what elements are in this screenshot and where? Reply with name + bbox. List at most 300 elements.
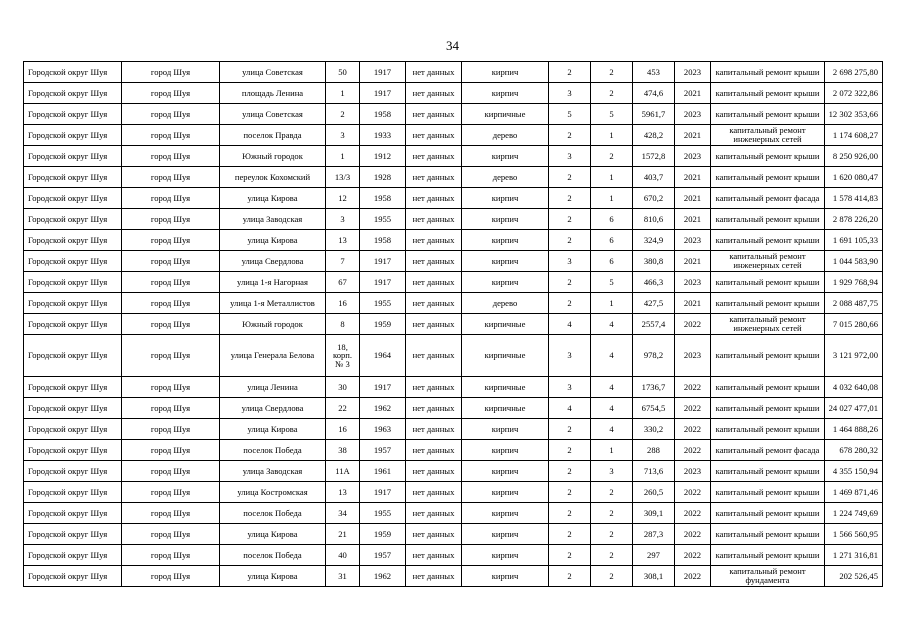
cell-entrances: 1 [591, 125, 633, 146]
cell-year: 1917 [360, 62, 406, 83]
cell-year: 1957 [360, 545, 406, 566]
cell-city: город Шуя [122, 104, 220, 125]
cell-street: улица Заводская [220, 209, 326, 230]
cell-nodata: нет данных [406, 503, 462, 524]
table-row [24, 230, 883, 251]
cell-city: город Шуя [122, 503, 220, 524]
cell-year: 1958 [360, 230, 406, 251]
cell-work: капитальный ремонт крыши [711, 482, 825, 503]
cell-cost: 2 088 487,75 [825, 293, 883, 314]
cell-material: кирпич [462, 83, 549, 104]
cell-entrances: 4 [591, 377, 633, 398]
cell-year: 1955 [360, 503, 406, 524]
table-row [24, 251, 883, 272]
cell-work: капитальный ремонт инженерных сетей [711, 314, 825, 335]
cell-floors: 2 [549, 188, 591, 209]
cell-nodata: нет данных [406, 272, 462, 293]
table-row [24, 209, 883, 230]
table-row [24, 272, 883, 293]
cell-work: капитальный ремонт инженерных сетей [711, 125, 825, 146]
cell-area: 474,6 [633, 83, 675, 104]
cell-work: капитальный ремонт крыши [711, 83, 825, 104]
cell-year: 1928 [360, 167, 406, 188]
cell-floors: 3 [549, 83, 591, 104]
table-row [24, 188, 883, 209]
cell-year: 1962 [360, 398, 406, 419]
cell-nodata: нет данных [406, 524, 462, 545]
cell-okrug: Городской округ Шуя [24, 503, 122, 524]
cell-house: 22 [326, 398, 360, 419]
cell-house: 16 [326, 419, 360, 440]
cell-floors: 2 [549, 293, 591, 314]
cell-nodata: нет данных [406, 188, 462, 209]
cell-cost: 1 566 560,95 [825, 524, 883, 545]
cell-okrug: Городской округ Шуя [24, 230, 122, 251]
cell-entrances: 1 [591, 167, 633, 188]
cell-nodata: нет данных [406, 419, 462, 440]
cell-floors: 2 [549, 440, 591, 461]
cell-cost: 2 878 226,20 [825, 209, 883, 230]
cell-year: 1917 [360, 377, 406, 398]
cell-city: город Шуя [122, 125, 220, 146]
cell-city: город Шуя [122, 482, 220, 503]
cell-city: город Шуя [122, 293, 220, 314]
table-row [24, 104, 883, 125]
cell-house: 13 [326, 482, 360, 503]
cell-plan-year: 2021 [675, 209, 711, 230]
cell-plan-year: 2022 [675, 566, 711, 587]
cell-area: 380,8 [633, 251, 675, 272]
cell-okrug: Городской округ Шуя [24, 545, 122, 566]
cell-nodata: нет данных [406, 461, 462, 482]
cell-cost: 678 280,32 [825, 440, 883, 461]
cell-material: кирпич [462, 440, 549, 461]
cell-year: 1957 [360, 440, 406, 461]
cell-entrances: 2 [591, 524, 633, 545]
cell-house: 21 [326, 524, 360, 545]
cell-street: улица Кирова [220, 524, 326, 545]
cell-okrug: Городской округ Шуя [24, 167, 122, 188]
cell-area: 309,1 [633, 503, 675, 524]
cell-floors: 2 [549, 503, 591, 524]
cell-cost: 1 578 414,83 [825, 188, 883, 209]
cell-area: 978,2 [633, 335, 675, 377]
cell-cost: 1 224 749,69 [825, 503, 883, 524]
cell-city: город Шуя [122, 83, 220, 104]
cell-area: 427,5 [633, 293, 675, 314]
cell-area: 6754,5 [633, 398, 675, 419]
cell-material: кирпич [462, 524, 549, 545]
cell-floors: 2 [549, 230, 591, 251]
cell-city: город Шуя [122, 461, 220, 482]
cell-plan-year: 2021 [675, 83, 711, 104]
cell-cost: 8 250 926,00 [825, 146, 883, 167]
table-row [24, 545, 883, 566]
cell-house: 7 [326, 251, 360, 272]
cell-work: капитальный ремонт крыши [711, 377, 825, 398]
cell-work: капитальный ремонт крыши [711, 230, 825, 251]
table-row [24, 62, 883, 83]
cell-okrug: Городской округ Шуя [24, 251, 122, 272]
cell-city: город Шуя [122, 188, 220, 209]
cell-okrug: Городской округ Шуя [24, 62, 122, 83]
cell-house: 30 [326, 377, 360, 398]
cell-floors: 3 [549, 146, 591, 167]
cell-area: 308,1 [633, 566, 675, 587]
cell-material: кирпич [462, 545, 549, 566]
cell-area: 288 [633, 440, 675, 461]
cell-year: 1912 [360, 146, 406, 167]
cell-nodata: нет данных [406, 293, 462, 314]
cell-entrances: 1 [591, 188, 633, 209]
cell-okrug: Городской округ Шуя [24, 146, 122, 167]
cell-floors: 4 [549, 398, 591, 419]
cell-work: капитальный ремонт крыши [711, 545, 825, 566]
table-row [24, 419, 883, 440]
cell-okrug: Городской округ Шуя [24, 524, 122, 545]
cell-area: 670,2 [633, 188, 675, 209]
table-row [24, 335, 883, 377]
cell-entrances: 6 [591, 209, 633, 230]
cell-nodata: нет данных [406, 566, 462, 587]
cell-entrances: 1 [591, 440, 633, 461]
cell-entrances: 2 [591, 83, 633, 104]
table-row [24, 314, 883, 335]
cell-okrug: Городской округ Шуя [24, 293, 122, 314]
cell-cost: 7 015 280,66 [825, 314, 883, 335]
cell-cost: 202 526,45 [825, 566, 883, 587]
cell-work: капитальный ремонт крыши [711, 461, 825, 482]
cell-street: поселок Победа [220, 440, 326, 461]
cell-material: дерево [462, 293, 549, 314]
cell-city: город Шуя [122, 230, 220, 251]
cell-nodata: нет данных [406, 125, 462, 146]
cell-nodata: нет данных [406, 398, 462, 419]
cell-material: кирпичные [462, 335, 549, 377]
cell-material: дерево [462, 125, 549, 146]
cell-okrug: Городской округ Шуя [24, 83, 122, 104]
cell-year: 1958 [360, 104, 406, 125]
table-row [24, 293, 883, 314]
cell-street: Южный городок [220, 146, 326, 167]
cell-plan-year: 2021 [675, 167, 711, 188]
cell-material: кирпичные [462, 314, 549, 335]
table-row [24, 398, 883, 419]
cell-material: кирпичные [462, 398, 549, 419]
cell-plan-year: 2023 [675, 104, 711, 125]
cell-cost: 1 469 871,46 [825, 482, 883, 503]
cell-cost: 1 174 608,27 [825, 125, 883, 146]
cell-floors: 2 [549, 125, 591, 146]
cell-okrug: Городской округ Шуя [24, 335, 122, 377]
cell-street: улица Кирова [220, 230, 326, 251]
table-row [24, 566, 883, 587]
cell-area: 287,3 [633, 524, 675, 545]
cell-floors: 2 [549, 419, 591, 440]
cell-material: кирпич [462, 503, 549, 524]
cell-house: 1 [326, 83, 360, 104]
cell-house: 11А [326, 461, 360, 482]
cell-cost: 12 302 353,66 [825, 104, 883, 125]
cell-material: кирпич [462, 482, 549, 503]
cell-cost: 3 121 972,00 [825, 335, 883, 377]
cell-plan-year: 2022 [675, 419, 711, 440]
cell-work: капитальный ремонт фундамента [711, 566, 825, 587]
cell-street: поселок Правда [220, 125, 326, 146]
cell-street: улица Кирова [220, 419, 326, 440]
cell-nodata: нет данных [406, 104, 462, 125]
cell-plan-year: 2022 [675, 482, 711, 503]
cell-house: 8 [326, 314, 360, 335]
cell-entrances: 2 [591, 146, 633, 167]
cell-cost: 1 464 888,26 [825, 419, 883, 440]
cell-year: 1963 [360, 419, 406, 440]
cell-floors: 2 [549, 524, 591, 545]
cell-nodata: нет данных [406, 146, 462, 167]
cell-cost: 1 929 768,94 [825, 272, 883, 293]
cell-area: 1736,7 [633, 377, 675, 398]
cell-entrances: 3 [591, 461, 633, 482]
cell-area: 403,7 [633, 167, 675, 188]
cell-nodata: нет данных [406, 167, 462, 188]
cell-work: капитальный ремонт крыши [711, 62, 825, 83]
cell-year: 1959 [360, 314, 406, 335]
cell-plan-year: 2023 [675, 62, 711, 83]
cell-house: 13/3 [326, 167, 360, 188]
cell-work: капитальный ремонт крыши [711, 167, 825, 188]
cell-area: 713,6 [633, 461, 675, 482]
cell-work: капитальный ремонт крыши [711, 398, 825, 419]
cell-entrances: 4 [591, 419, 633, 440]
cell-cost: 1 271 316,81 [825, 545, 883, 566]
cell-street: Южный городок [220, 314, 326, 335]
cell-entrances: 4 [591, 314, 633, 335]
cell-floors: 3 [549, 251, 591, 272]
cell-material: кирпич [462, 272, 549, 293]
cell-entrances: 4 [591, 335, 633, 377]
cell-street: улица Советская [220, 62, 326, 83]
cell-plan-year: 2023 [675, 146, 711, 167]
cell-material: кирпич [462, 566, 549, 587]
cell-okrug: Городской округ Шуя [24, 209, 122, 230]
cell-entrances: 5 [591, 104, 633, 125]
cell-material: дерево [462, 167, 549, 188]
cell-city: город Шуя [122, 566, 220, 587]
cell-house: 16 [326, 293, 360, 314]
cell-work: капитальный ремонт крыши [711, 335, 825, 377]
cell-entrances: 1 [591, 293, 633, 314]
cell-nodata: нет данных [406, 251, 462, 272]
cell-nodata: нет данных [406, 314, 462, 335]
cell-floors: 4 [549, 314, 591, 335]
cell-city: город Шуя [122, 314, 220, 335]
table-row [24, 125, 883, 146]
cell-area: 260,5 [633, 482, 675, 503]
cell-plan-year: 2021 [675, 125, 711, 146]
cell-street: улица 1-я Нагорная [220, 272, 326, 293]
table-row [24, 167, 883, 188]
cell-material: кирпич [462, 188, 549, 209]
cell-entrances: 6 [591, 251, 633, 272]
cell-year: 1961 [360, 461, 406, 482]
table-row [24, 83, 883, 104]
cell-year: 1962 [360, 566, 406, 587]
cell-floors: 2 [549, 209, 591, 230]
cell-city: город Шуя [122, 440, 220, 461]
cell-work: капитальный ремонт фасада [711, 188, 825, 209]
cell-city: город Шуя [122, 524, 220, 545]
cell-material: кирпич [462, 419, 549, 440]
cell-house: 31 [326, 566, 360, 587]
cell-okrug: Городской округ Шуя [24, 482, 122, 503]
cell-okrug: Городской округ Шуя [24, 440, 122, 461]
table-body [24, 62, 883, 587]
cell-floors: 2 [549, 545, 591, 566]
cell-year: 1917 [360, 251, 406, 272]
cell-work: капитальный ремонт крыши [711, 272, 825, 293]
cell-house: 13 [326, 230, 360, 251]
cell-work: капитальный ремонт инженерных сетей [711, 251, 825, 272]
cell-okrug: Городской округ Шуя [24, 125, 122, 146]
cell-street: улица Кирова [220, 566, 326, 587]
cell-area: 2557,4 [633, 314, 675, 335]
cell-material: кирпич [462, 62, 549, 83]
cell-street: улица Свердлова [220, 398, 326, 419]
cell-entrances: 2 [591, 482, 633, 503]
housing-repair-table [23, 61, 883, 587]
cell-city: город Шуя [122, 398, 220, 419]
cell-year: 1917 [360, 482, 406, 503]
cell-city: город Шуя [122, 272, 220, 293]
cell-entrances: 5 [591, 272, 633, 293]
cell-okrug: Городской округ Шуя [24, 314, 122, 335]
cell-area: 330,2 [633, 419, 675, 440]
cell-nodata: нет данных [406, 440, 462, 461]
cell-plan-year: 2022 [675, 314, 711, 335]
cell-house: 3 [326, 209, 360, 230]
cell-street: улица Ленина [220, 377, 326, 398]
cell-material: кирпич [462, 461, 549, 482]
table-row [24, 503, 883, 524]
cell-plan-year: 2022 [675, 398, 711, 419]
cell-house: 1 [326, 146, 360, 167]
cell-area: 297 [633, 545, 675, 566]
cell-street: поселок Победа [220, 503, 326, 524]
cell-year: 1955 [360, 293, 406, 314]
cell-nodata: нет данных [406, 545, 462, 566]
cell-work: капитальный ремонт фасада [711, 440, 825, 461]
cell-area: 453 [633, 62, 675, 83]
cell-house: 18, корп. № 3 [326, 335, 360, 377]
cell-nodata: нет данных [406, 335, 462, 377]
cell-cost: 4 032 640,08 [825, 377, 883, 398]
cell-city: город Шуя [122, 146, 220, 167]
cell-area: 466,3 [633, 272, 675, 293]
cell-cost: 1 620 080,47 [825, 167, 883, 188]
cell-house: 3 [326, 125, 360, 146]
cell-street: улица 1-я Металлистов [220, 293, 326, 314]
table-row [24, 146, 883, 167]
cell-street: поселок Победа [220, 545, 326, 566]
cell-okrug: Городской округ Шуя [24, 188, 122, 209]
cell-plan-year: 2023 [675, 230, 711, 251]
page-number: 34 [446, 38, 459, 53]
cell-entrances: 2 [591, 62, 633, 83]
cell-material: кирпичные [462, 104, 549, 125]
cell-entrances: 6 [591, 230, 633, 251]
cell-material: кирпич [462, 209, 549, 230]
cell-plan-year: 2023 [675, 461, 711, 482]
cell-house: 50 [326, 62, 360, 83]
cell-floors: 2 [549, 62, 591, 83]
table-row [24, 440, 883, 461]
cell-material: кирпичные [462, 377, 549, 398]
cell-nodata: нет данных [406, 230, 462, 251]
cell-okrug: Городской округ Шуя [24, 377, 122, 398]
cell-city: город Шуя [122, 209, 220, 230]
cell-floors: 2 [549, 272, 591, 293]
cell-house: 67 [326, 272, 360, 293]
cell-area: 324,9 [633, 230, 675, 251]
cell-year: 1959 [360, 524, 406, 545]
cell-floors: 2 [549, 482, 591, 503]
cell-work: капитальный ремонт крыши [711, 503, 825, 524]
cell-cost: 2 072 322,86 [825, 83, 883, 104]
cell-work: капитальный ремонт крыши [711, 104, 825, 125]
cell-nodata: нет данных [406, 83, 462, 104]
cell-area: 810,6 [633, 209, 675, 230]
cell-okrug: Городской округ Шуя [24, 461, 122, 482]
cell-area: 5961,7 [633, 104, 675, 125]
cell-nodata: нет данных [406, 482, 462, 503]
cell-nodata: нет данных [406, 377, 462, 398]
cell-house: 12 [326, 188, 360, 209]
cell-city: город Шуя [122, 167, 220, 188]
cell-house: 38 [326, 440, 360, 461]
cell-house: 2 [326, 104, 360, 125]
cell-entrances: 2 [591, 503, 633, 524]
cell-street: переулок Кохомский [220, 167, 326, 188]
cell-street: площадь Ленина [220, 83, 326, 104]
cell-street: улица Генерала Белова [220, 335, 326, 377]
cell-plan-year: 2022 [675, 503, 711, 524]
cell-entrances: 2 [591, 566, 633, 587]
cell-okrug: Городской округ Шуя [24, 566, 122, 587]
cell-work: капитальный ремонт крыши [711, 146, 825, 167]
cell-street: улица Костромская [220, 482, 326, 503]
cell-cost: 4 355 150,94 [825, 461, 883, 482]
cell-year: 1917 [360, 272, 406, 293]
cell-year: 1955 [360, 209, 406, 230]
cell-plan-year: 2023 [675, 272, 711, 293]
cell-nodata: нет данных [406, 209, 462, 230]
cell-city: город Шуя [122, 251, 220, 272]
cell-entrances: 4 [591, 398, 633, 419]
table-row [24, 524, 883, 545]
cell-floors: 5 [549, 104, 591, 125]
cell-work: капитальный ремонт крыши [711, 293, 825, 314]
cell-nodata: нет данных [406, 62, 462, 83]
cell-plan-year: 2022 [675, 377, 711, 398]
cell-material: кирпич [462, 146, 549, 167]
cell-plan-year: 2021 [675, 251, 711, 272]
cell-entrances: 2 [591, 545, 633, 566]
cell-okrug: Городской округ Шуя [24, 104, 122, 125]
cell-year: 1964 [360, 335, 406, 377]
cell-street: улица Свердлова [220, 251, 326, 272]
cell-floors: 2 [549, 566, 591, 587]
cell-area: 1572,8 [633, 146, 675, 167]
